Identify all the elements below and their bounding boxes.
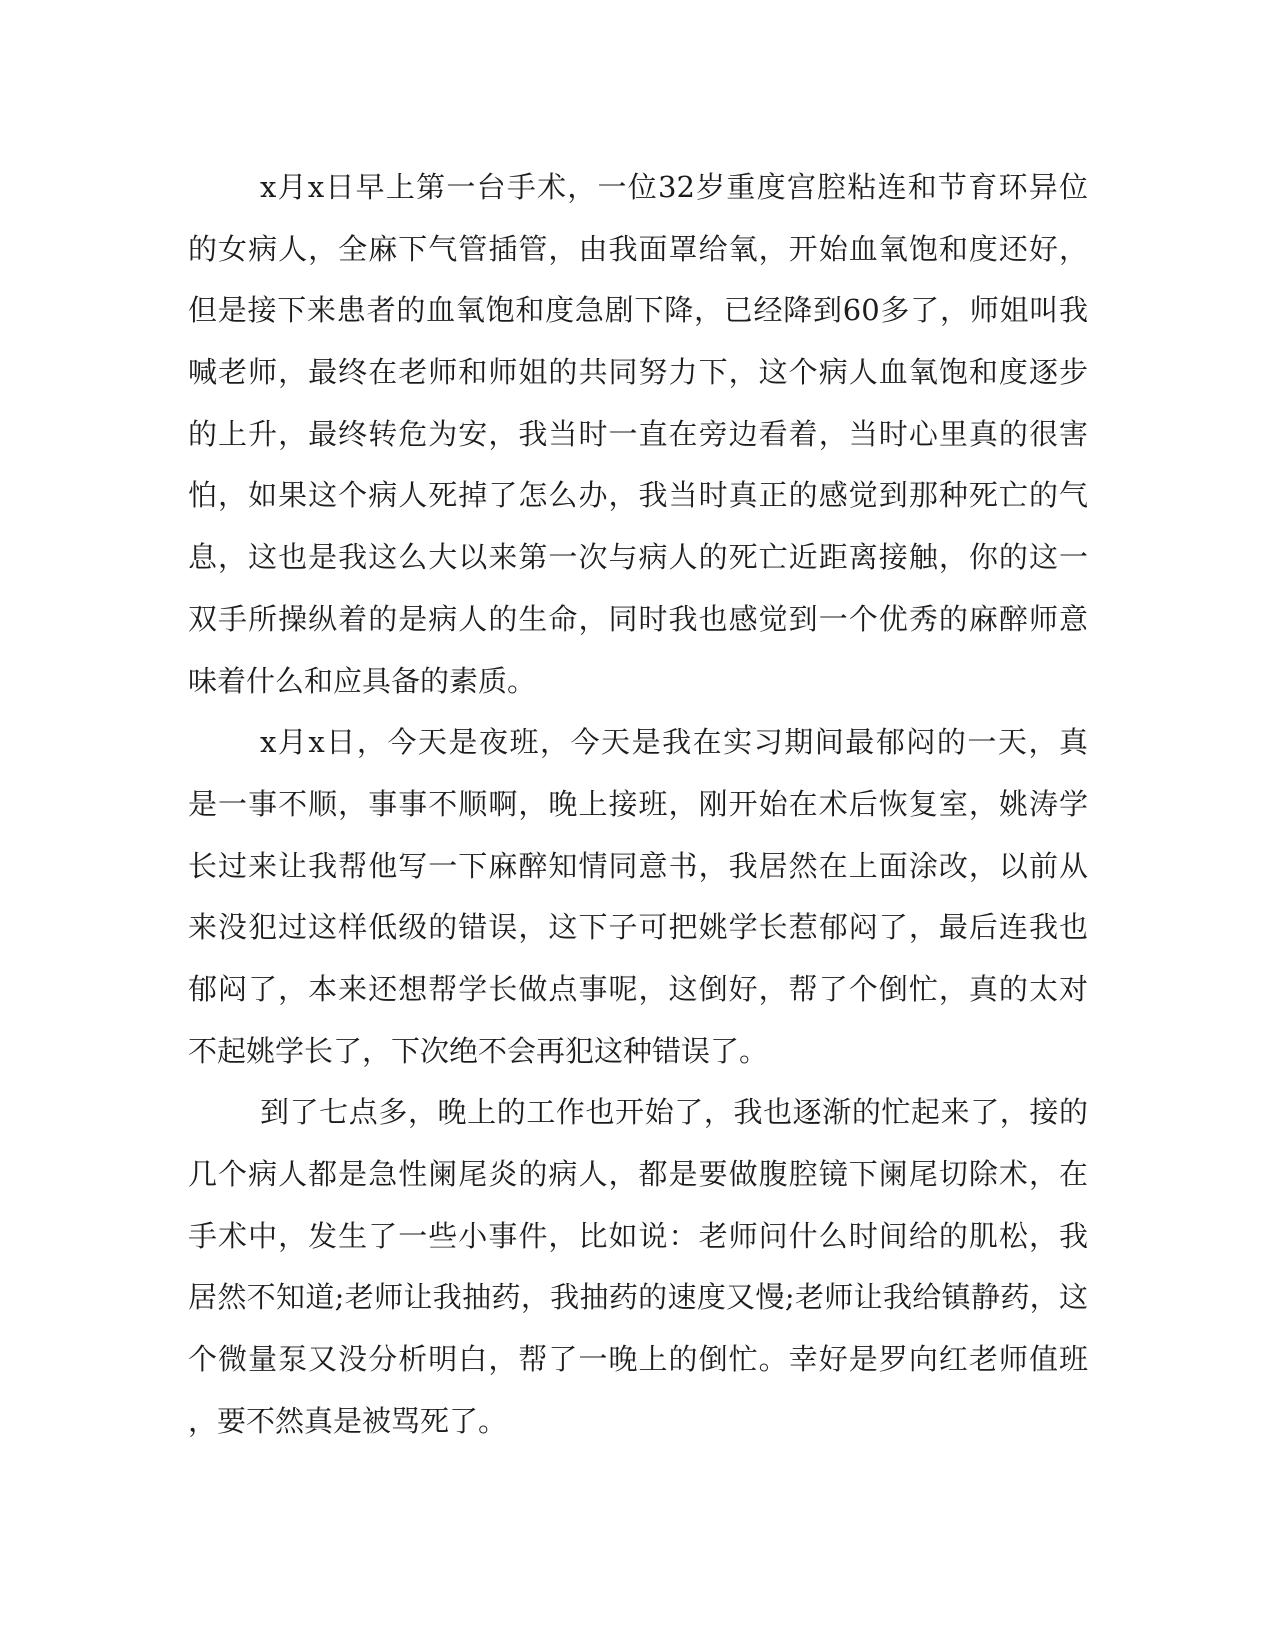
paragraph-1-line-3: 但是接下来患者的血氧饱和度急剧下降，已经降到60多了，师姐叫我: [188, 293, 1088, 328]
paragraph-1-line-7: 息，这也是我这么大以来第一次与病人的死亡近距离接触，你的这一: [188, 540, 1088, 575]
paragraph-1-line-9: 味着什么和应具备的素质。: [188, 663, 537, 698]
paragraph-1-line-1: x月x日早上第一台手术，一位32岁重度宫腔粘连和节育环异位: [260, 170, 1088, 204]
paragraph-2-line-1: x月x日，今天是夜班，今天是我在实习期间最郁闷的一天，真: [260, 725, 1088, 760]
paragraph-2-line-2: 是一事不顺，事事不顺啊，晚上接班，刚开始在术后恢复室，姚涛学: [188, 786, 1088, 821]
paragraph-3-line-5: 个微量泵又没分析明白，帮了一晚上的倒忙。幸好是罗向红老师值班: [188, 1342, 1088, 1377]
paragraph-3-line-2: 几个病人都是急性阑尾炎的病人，都是要做腹腔镜下阑尾切除术，在: [188, 1157, 1088, 1191]
paragraph-1-line-2: 的女病人，全麻下气管插管，由我面罩给氧，开始血氧饱和度还好，: [188, 231, 1088, 266]
document-body: [188, 157, 1088, 1452]
paragraph-1-line-5: 的上升，最终转危为安，我当时一直在旁边看着，当时心里真的很害: [188, 416, 1088, 451]
paragraph-1-line-6: 怕，如果这个病人死掉了怎么办，我当时真正的感觉到那种死亡的气: [188, 478, 1088, 513]
paragraph-1-line-4: 喊老师，最终在老师和师姐的共同努力下，这个病人血氧饱和度逐步: [188, 355, 1088, 390]
paragraph-2-line-5: 郁闷了，本来还想帮学长做点事呢，这倒好，帮了个倒忙，真的太对: [188, 971, 1088, 1006]
paragraph-3-line-3: 手术中，发生了一些小事件，比如说：老师问什么时间给的肌松，我: [188, 1218, 1088, 1253]
paragraph-3-line-4: 居然不知道;老师让我抽药，我抽药的速度又慢;老师让我给镇静药，这: [188, 1280, 1088, 1315]
paragraph-2-line-3: 长过来让我帮他写一下麻醉知情同意书，我居然在上面涂改，以前从: [188, 848, 1088, 883]
paragraph-2-line-4: 来没犯过这样低级的错误，这下子可把姚学长惹郁闷了，最后连我也: [188, 910, 1088, 945]
paragraph-3-line-6: ，要不然真是被骂死了。: [188, 1403, 508, 1438]
paragraph-1-line-8: 双手所操纵着的是病人的生命，同时我也感觉到一个优秀的麻醉师意: [188, 601, 1088, 636]
paragraph-2-line-6: 不起姚学长了，下次绝不会再犯这种错误了。: [188, 1033, 769, 1068]
paragraph-3-line-1: 到了七点多，晚上的工作也开始了，我也逐渐的忙起来了，接的: [260, 1095, 1088, 1130]
